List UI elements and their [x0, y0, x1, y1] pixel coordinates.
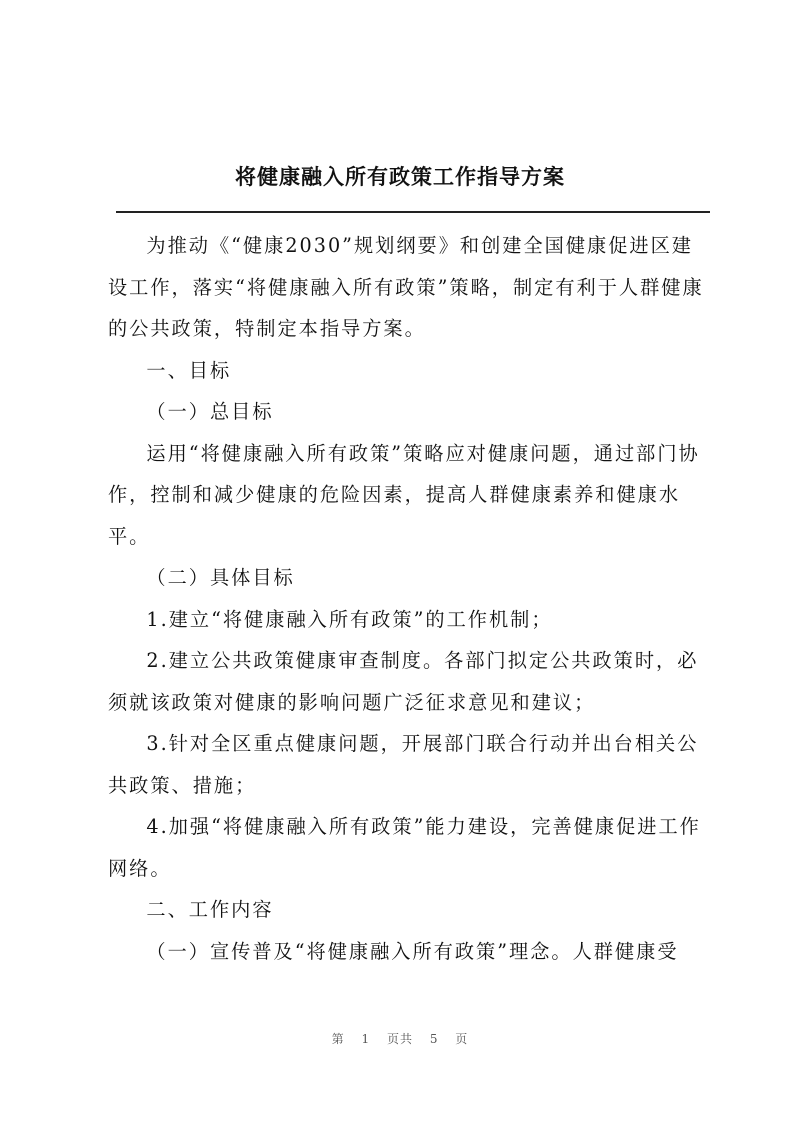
paragraph-overall-goal: 运用“将健康融入所有政策”策略应对健康问题，通过部门协作，控制和减少健康的危险因素，提高人群健康素养和健康水平。: [108, 441, 700, 548]
footer-current-page: 1: [361, 1032, 371, 1046]
subsection-heading-specific-goals: （二）具体目标: [146, 566, 295, 589]
section-heading-work-content: 二、工作内容: [146, 898, 274, 921]
section-heading-goals: 一、目标: [146, 358, 232, 382]
list-item-goal-1: 1.建立“将健康融入所有政策”的工作机制；: [146, 607, 553, 631]
subsection-heading-overall-goal: （一）总目标: [146, 400, 274, 423]
list-item-goal-2: 2.建立公共政策健康审查制度。各部门拟定公共政策时，必须就该政策对健康的影响问题广泛征求意见和建议；: [108, 649, 699, 714]
page-footer: [0, 1030, 800, 1047]
list-item-goal-3: 3.针对全区重点健康问题，开展部门联合行动并出台相关公共政策、措施；: [108, 732, 699, 797]
footer-label-di: 第: [331, 1032, 345, 1046]
footer-total-pages: 5: [429, 1032, 439, 1046]
paragraph-intro: 为推动《“健康2030”规划纲要》和创建全国健康促进区建设工作，落实“将健康融入所有政策”策略，制定有利于人群健康的公共政策，特制定本指导方案。: [108, 234, 704, 340]
document-body: [108, 225, 712, 972]
footer-label-ye: 页: [455, 1032, 469, 1046]
paragraph-work-content-1: （一）宣传普及“将健康融入所有政策”理念。人群健康受: [146, 939, 679, 963]
footer-label-ye-gong: 页共: [386, 1032, 413, 1046]
list-item-goal-4: 4.加强“将健康融入所有政策”能力建设，完善健康促进工作网络。: [108, 815, 701, 880]
document-title: 将健康融入所有政策工作指导方案: [235, 164, 565, 189]
title-divider: [116, 211, 710, 213]
